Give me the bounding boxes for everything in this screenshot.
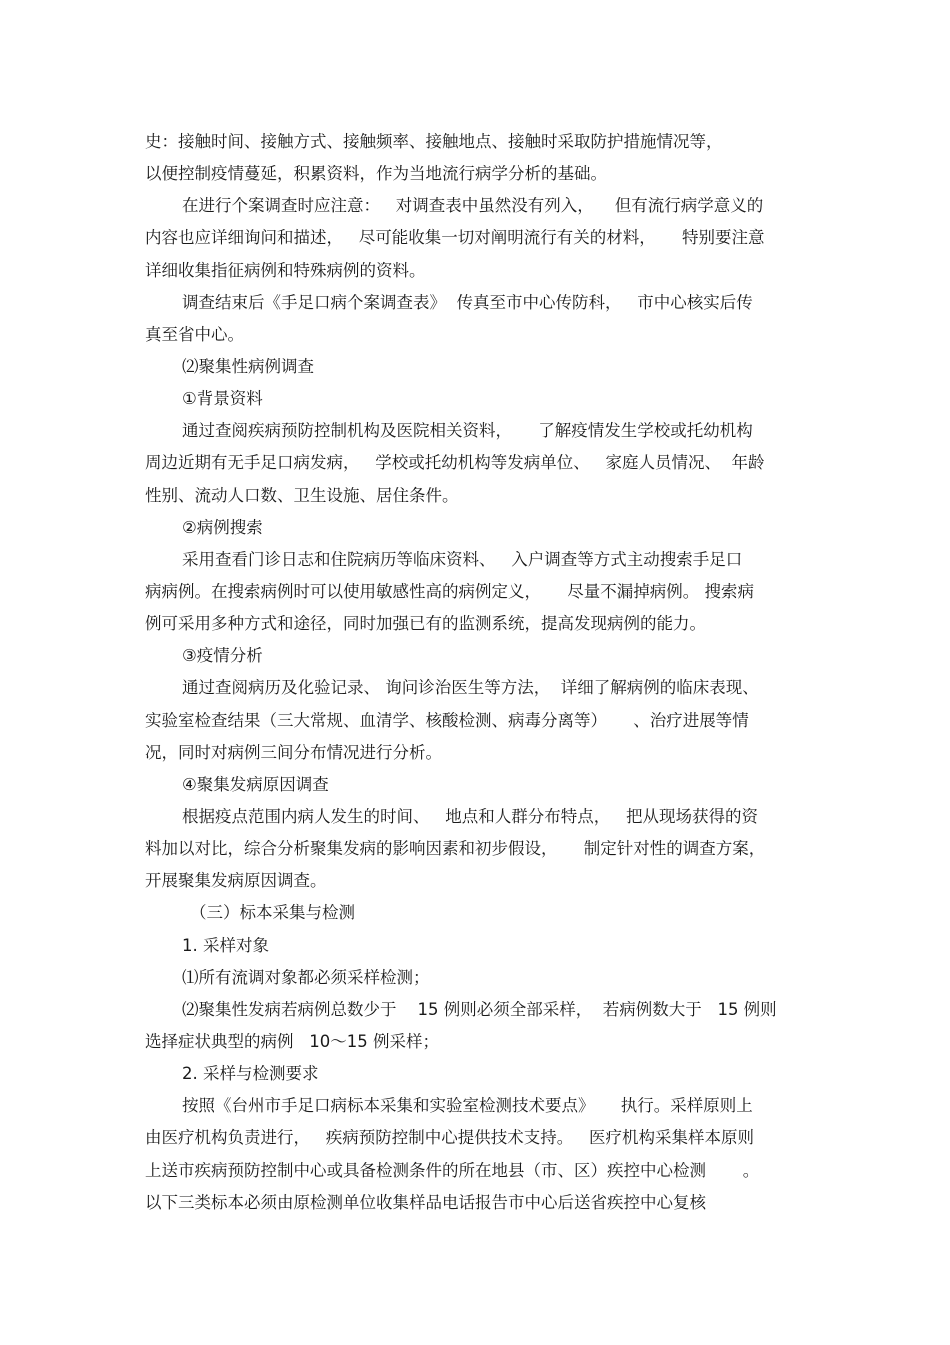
subsection-heading: 1. 采样对象 xyxy=(182,935,269,955)
body-line: ⑵聚集性发病若病例总数少于 15 例则必须全部采样， 若病例数大于 15 例则 xyxy=(182,999,777,1019)
section-heading: ⑵聚集性病例调查 xyxy=(182,356,314,376)
body-line: 由医疗机构负责进行， 疾病预防控制中心提供技术支持。 医疗机构采集样本原则 xyxy=(145,1128,754,1148)
subsection-heading: 2. 采样与检测要求 xyxy=(182,1064,319,1084)
body-line: 通过查阅疾病预防控制机构及医院相关资料， 了解疫情发生学校或托幼机构 xyxy=(182,421,753,441)
body-line: 内容也应详细询问和描述， 尽可能收集一切对阐明流行有关的材料， 特别要注意 xyxy=(145,228,765,248)
body-line: 周边近期有无手足口病发病， 学校或托幼机构等发病单位、 家庭人员情况、 年龄 xyxy=(145,453,765,473)
body-line: 上送市疾病预防控制中心或具备检测条件的所在地县（市、区）疾控中心检测 。 xyxy=(145,1160,760,1180)
body-line: 例可采用多种方式和途径，同时加强已有的监测系统，提高发现病例的能力。 xyxy=(145,614,706,634)
body-line: 病病例。在搜索病例时可以使用敏感性高的病例定义， 尽量不漏掉病例。 搜索病 xyxy=(145,581,754,601)
subsection-heading: ③疫情分析 xyxy=(182,646,263,666)
body-line: 料加以对比，综合分析聚集发病的影响因素和初步假设， 制定针对性的调查方案， xyxy=(145,839,766,859)
subsection-heading: ①背景资料 xyxy=(182,389,263,409)
body-line: 性别、流动人口数、卫生设施、居住条件。 xyxy=(145,485,459,505)
body-line: 开展聚集发病原因调查。 xyxy=(145,871,327,891)
body-line: 真至省中心。 xyxy=(145,324,244,344)
body-line: 实验室检查结果（三大常规、血清学、核酸检测、病毒分离等） 、治疗进展等情 xyxy=(145,710,749,730)
body-line: 调查结束后《手足口病个案调查表》 传真至市中心传防科， 市中心核实后传 xyxy=(182,292,753,312)
body-line: ⑴所有流调对象都必须采样检测； xyxy=(182,967,430,987)
body-line: 在进行个案调查时应注意： 对调查表中虽然没有列入， 但有流行病学意义的 xyxy=(182,196,764,216)
body-line: 以便控制疫情蔓延，积累资料，作为当地流行病学分析的基础。 xyxy=(145,164,607,184)
subsection-heading: ②病例搜索 xyxy=(182,517,263,537)
body-line: 采用查看门诊日志和住院病历等临床资料、 入户调查等方式主动搜索手足口 xyxy=(182,549,743,569)
body-line: 按照《台州市手足口病标本采集和实验室检测技术要点》 执行。采样原则上 xyxy=(182,1096,753,1116)
body-line: 根据疫点范围内病人发生的时间、 地点和人群分布特点， 把从现场获得的资 xyxy=(182,806,758,826)
section-heading: （三）标本采集与检测 xyxy=(190,903,355,923)
body-line: 详细收集指征病例和特殊病例的资料。 xyxy=(145,260,426,280)
body-line: 以下三类标本必须由原检测单位收集样品电话报告市中心后送省疾控中心复核 xyxy=(145,1192,706,1212)
body-line: 选择症状典型的病例 10～15 例采样； xyxy=(145,1031,439,1051)
body-line: 通过查阅病历及化验记录、 询问诊治医生等方法， 详细了解病例的临床表现、 xyxy=(182,678,759,698)
subsection-heading: ④聚集发病原因调查 xyxy=(182,774,329,794)
document-body xyxy=(145,126,815,1219)
body-line: 况，同时对病例三间分布情况进行分析。 xyxy=(145,742,442,762)
body-line: 史：接触时间、接触方式、接触频率、接触地点、接触时采取防护措施情况等， xyxy=(145,132,723,151)
